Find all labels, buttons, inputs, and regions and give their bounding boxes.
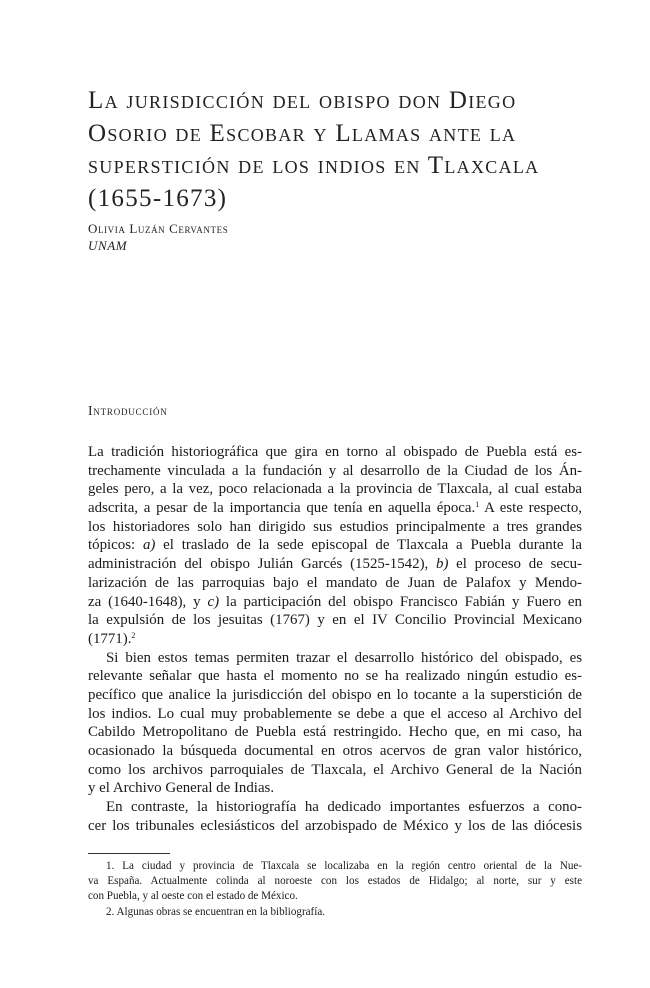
footnotes [88, 859, 582, 920]
text-line: Si bien estos temas permiten trazar el desarrollo histórico del obispado, es [106, 649, 582, 666]
text-line: y el Archivo General de Indias. [88, 780, 275, 797]
text-line: los indios. Lo cual muy probablemente se debe a que el acceso al Archivo del [88, 705, 582, 722]
title-line: superstición de los indios en Tlaxcala [88, 152, 540, 179]
footnote [88, 859, 582, 905]
paragraph [88, 798, 582, 835]
footnote-line: con Puebla, y al oeste con el estado de México. [88, 890, 298, 903]
title-line: La jurisdicción del obispo don Diego [88, 87, 517, 114]
text-line: como los archivos parroquiales de Tlaxcala, el Archivo General de la Nación [88, 761, 582, 778]
text-segment: adscrita, a pesar de la importancia que tenía en aquella época. [88, 500, 476, 517]
footnote-marker: 2 [131, 630, 136, 640]
text-line: la expulsión de los jesuitas (1767) y en el IV Concilio Provincial Mexicano [88, 612, 582, 629]
footnote-separator [88, 853, 170, 854]
text-line [88, 536, 582, 555]
article-title [88, 85, 582, 215]
text-segment: la participación del obispo Francisco Fabián y Fuero en [219, 593, 582, 610]
section-heading: Introducción [88, 403, 168, 418]
body-text [88, 443, 582, 835]
document-page [88, 0, 582, 988]
footnote-line: 1. La ciudad y provincia de Tlaxcala se localizaba en la región centro oriental de la Nue- [106, 860, 582, 872]
list-marker: b) [436, 556, 449, 573]
text-line: Cabildo Metropolitano de Puebla está restringido. Hecho que, en mi caso, ha [88, 724, 582, 741]
title-line: Osorio de Escobar y Llamas ante la [88, 119, 517, 147]
paragraph [88, 443, 582, 649]
text-line [88, 499, 582, 518]
text-line: relevante señalar que hasta el momento no se ha realizado ningún estudio es- [88, 668, 582, 685]
text-segment: za (1640-1648), y [88, 593, 208, 610]
text-segment: el traslado de la sede episcopal de Tlaxcala a Puebla durante la [155, 537, 583, 554]
footnote-line: 2. Algunas obras se encuentran en la bibliografía. [106, 905, 326, 918]
text-line [88, 630, 582, 649]
text-line [88, 593, 582, 612]
text-line: La tradición historiográfica que gira en torno al obispado de Puebla está es- [88, 444, 582, 460]
author-affiliation: UNAM [88, 238, 128, 253]
text-line: los historiadores solo han dirigido sus estudios principalmente a tres grandes [88, 518, 582, 535]
footnote-marker: 1 [475, 500, 480, 510]
text-line: pecífico que analice la jurisdicción del obispo en lo tocante a la superstición de [88, 686, 582, 703]
text-line: larización de las parroquias bajo el mandato de Juan de Palafox y Mendo- [88, 574, 582, 591]
title-line: (1655-1673) [88, 184, 228, 212]
text-line: cer los tribunales eclesiásticos del arzobispado de México y los de las diócesis [88, 817, 582, 834]
text-line [88, 555, 582, 574]
footnote-line: va España. Actualmente colinda al noroeste con los estados de Hidalgo; al norte, sur y este [88, 875, 582, 888]
author-name: Olivia Luzán Cervantes [88, 221, 229, 236]
list-marker: a) [142, 537, 156, 554]
paragraph [88, 649, 582, 799]
text-segment: (1771). [88, 630, 132, 647]
text-segment: tópicos: [88, 537, 143, 554]
text-segment: el proceso de secu- [448, 556, 582, 573]
text-segment: administración del obispo Julián Garcés (1525-1542), [88, 556, 437, 573]
footnote [88, 905, 582, 920]
text-line: geles pero, a la vez, poco relacionada a la provincia de Tlaxcala, al cual estaba [88, 481, 582, 498]
text-segment: A este respecto, [479, 500, 582, 517]
text-line: ocasionado la búsqueda documental en otros acervos de gran valor histórico, [88, 743, 582, 759]
list-marker: c) [207, 593, 220, 610]
text-line: trechamente vinculada a la fundación y al desarrollo de la Ciudad de los Án- [88, 462, 582, 479]
text-line: En contraste, la historiografía ha dedicado importantes esfuerzos a cono- [106, 799, 582, 816]
